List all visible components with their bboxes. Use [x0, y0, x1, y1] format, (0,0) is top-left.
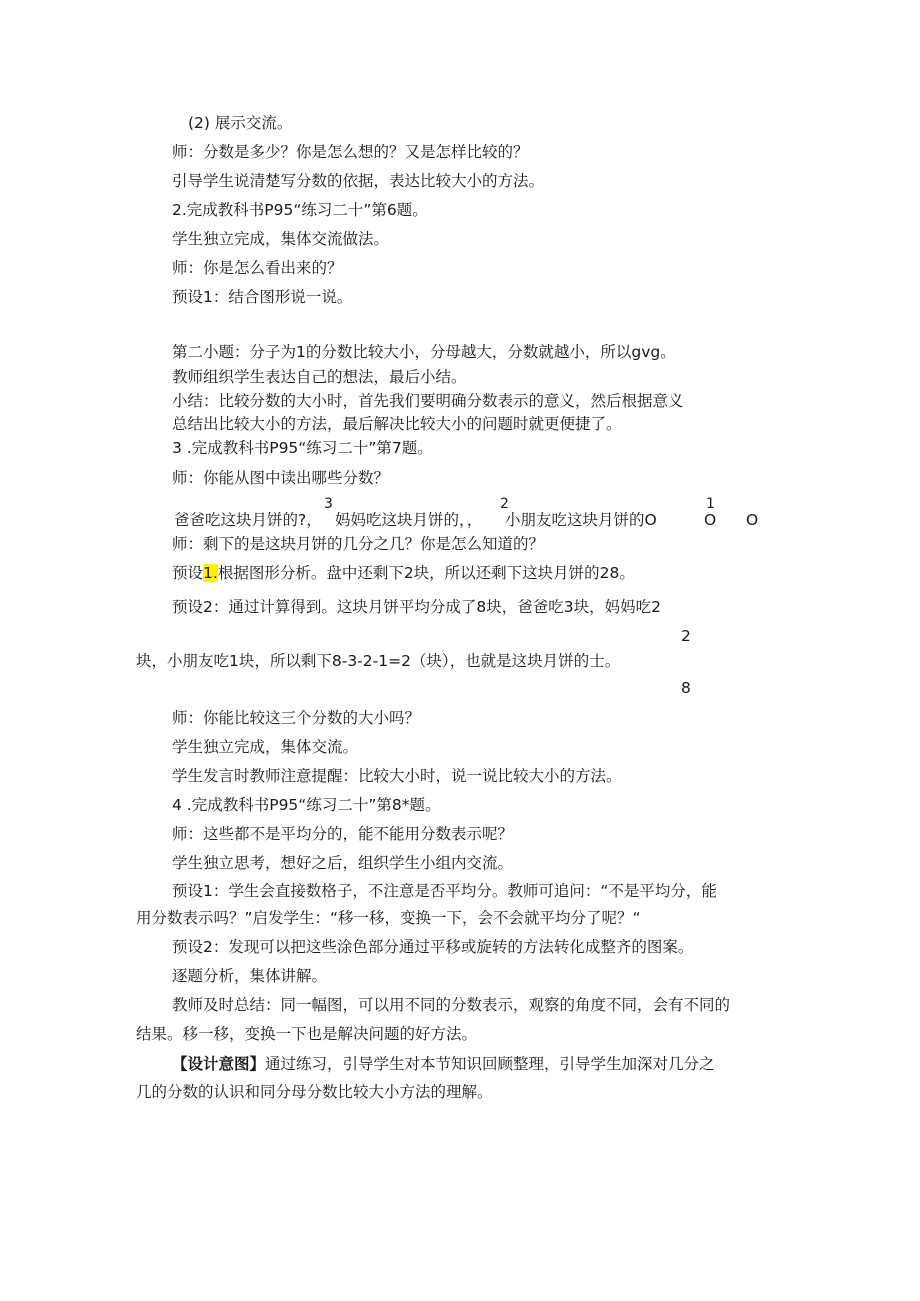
text-line: 师：分数是多少？你是怎么想的？又是怎样比较的？	[172, 143, 529, 161]
text-line: 预设1：学生会直接数格子，不注意是否平均分。教师可追问：“不是平均分，能	[172, 882, 717, 900]
design-intent-line	[172, 1054, 715, 1074]
text-line: 师：剩下的是这块月饼的几分之几？你是怎么知道的？	[172, 535, 545, 553]
text-line: 引导学生说清楚写分数的依据，表达比较大小的方法。	[172, 172, 545, 190]
text-line: 小结：比较分数的大小时，首先我们要明确分数表示的意义，然后根据意义	[172, 392, 684, 410]
text-line: 用分数表示吗？”启发学生：“移一移，变换一下，会不会就平均分了呢？“	[136, 909, 641, 927]
text-line: 学生发言时教师注意提醒：比较大小时，说一说比较大小的方法。	[172, 767, 622, 785]
text-line: 几的分数的认识和同分母分数比较大小方法的理解。	[136, 1083, 493, 1101]
text-fragment: 预设	[172, 564, 204, 582]
text-line: 师：这些都不是平均分的，能不能用分数表示呢？	[172, 825, 514, 843]
text-line	[172, 563, 635, 583]
text-fragment: 妈妈吃这块月饼的，，	[335, 511, 483, 529]
fraction-numerator: 2	[681, 627, 691, 645]
text-line: 预设2：通过计算得到。这块月饼平均分成了8块，爸爸吃3块，妈妈吃2	[172, 598, 661, 616]
text-line: 学生独立完成，集体交流做法。	[172, 230, 390, 248]
exercise-heading: 2.完成教科书P95“练习二十”第6题。	[172, 201, 428, 219]
text-fragment: O	[704, 511, 717, 529]
text-line: 学生独立完成，集体交流。	[172, 738, 359, 756]
text-line: 逐题分析，集体讲解。	[172, 967, 328, 985]
fraction-denominator: 8	[681, 679, 691, 697]
text-fragment: 根据图形分析。盘中还剩下2块，所以还剩下这块月饼的28。	[217, 564, 635, 582]
exercise-heading: 3 .完成教科书P95“练习二十”第7题。	[172, 439, 433, 457]
text-line: 块，小朋友吃1块，所以剩下8-3-2-1=2（块），也就是这块月饼的士。	[136, 652, 621, 670]
text-fragment: O	[746, 511, 759, 529]
text-line: 预设2：发现可以把这些涂色部分通过平移或旋转的方法转化成整齐的图案。	[172, 938, 694, 956]
text-line: 教师及时总结：同一幅图，可以用不同的分数表示，观察的角度不同，会有不同的	[172, 996, 731, 1014]
text-line: 总结出比较大小的方法，最后解决比较大小的问题时就更便捷了。	[172, 415, 622, 433]
text-line: 师：你能比较这三个分数的大小吗？	[172, 709, 421, 727]
text-line: 第二小题：分子为1的分数比较大小，分母越大，分数就越小，所以gvg。	[172, 343, 676, 361]
fraction-numerator: 3	[324, 496, 333, 512]
design-intent-label: 【设计意图】	[172, 1055, 266, 1073]
section-heading: (2) 展示交流。	[188, 114, 293, 132]
text-line: 师：你是怎么看出来的？	[172, 259, 343, 277]
text-fragment: 通过练习，引导学生对本节知识回顾整理，引导学生加深对几分之	[265, 1055, 715, 1073]
text-line: 师：你能从图中读出哪些分数？	[172, 469, 390, 487]
text-line: 预设1：结合图形说一说。	[172, 288, 353, 306]
text-line: 结果。移一移，变换一下也是解决问题的好方法。	[136, 1025, 478, 1043]
text-line: 教师组织学生表达自己的想法，最后小结。	[172, 368, 467, 386]
exercise-heading: 4 .完成教科书P95“练习二十”第8*题。	[172, 796, 441, 814]
highlighted-number: 1.	[203, 564, 218, 582]
fraction-numerator: 2	[500, 496, 509, 512]
text-line: 学生独立思考，想好之后，组织学生小组内交流。	[172, 854, 514, 872]
fraction-numerator: 1	[706, 496, 715, 512]
text-fragment: 小朋友吃这块月饼的O	[505, 511, 657, 529]
text-fragment: 爸爸吃这块月饼的?，	[174, 511, 322, 529]
